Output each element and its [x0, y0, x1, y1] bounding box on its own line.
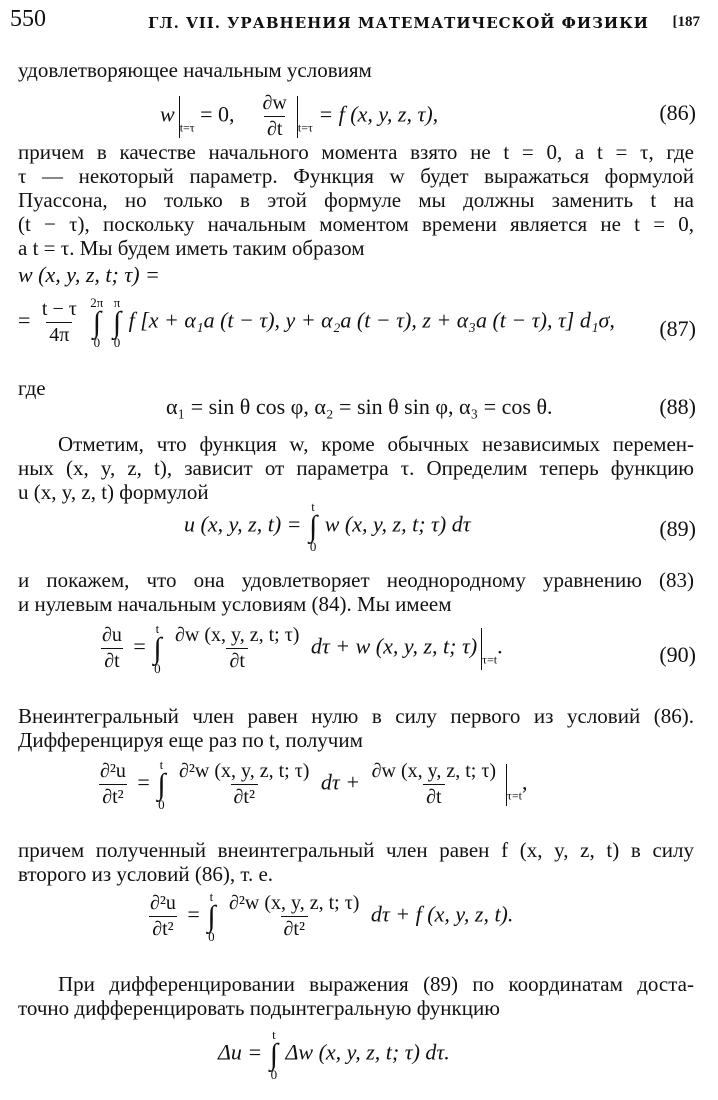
integral-sign: π ∫ 0: [112, 295, 122, 350]
equation-88: α₁ = sin θ cos φ, α₂ = sin θ sin φ, α₃ = cos θ.: [166, 394, 553, 419]
paragraph-line: u (x, y, z, t) формулой: [18, 480, 209, 504]
eq-term: = f (x, y, z, τ),: [318, 101, 439, 127]
equation-87-lhs: w (x, y, z, t; τ) =: [18, 262, 160, 287]
eq-term: w: [160, 101, 175, 127]
equation-number: (90): [659, 642, 696, 667]
paragraph-line: где: [18, 376, 46, 400]
fraction: $\frac{t - \tau}{4\pi}$: [41, 298, 77, 346]
equation-90: $\frac{\partial u}{\partial t}$ = t ∫ 0 $\frac{\partial w (x, y, z, t; \tau)}{\partial t}$ dτ + w (x, y, z, t; $\tau)_{\tau=t}$.: [96, 622, 636, 675]
integral-sign: t ∫ 0: [153, 621, 162, 676]
paragraph-line: а t = τ. Мы будем иметь таким образом: [18, 236, 365, 260]
page-number: 550: [10, 6, 46, 32]
fraction: $\frac{\partial w (x, y, z, t; \tau)}{\partial t}$: [175, 624, 300, 672]
equation-86: [160, 92, 640, 141]
paragraph-line: При дифференцировании выражения (89) по координатам доста-: [58, 972, 694, 996]
paragraph-line: второго из условий (86), т. е.: [18, 862, 274, 886]
paragraph-line: точно дифференцировать подынтегральную функцию: [18, 996, 500, 1020]
paragraph-line: причем полученный внеинтегральный член равен f (x, y, z, t) в силу: [18, 838, 694, 862]
fraction: $\frac{\text{∂²w (x, y, z, t; τ)}}{\text{∂t²}}$: [229, 892, 360, 940]
fraction: $\frac{\text{∂²w (x, y, z, t; τ)}}{\text{∂t²}}$: [179, 760, 310, 808]
eq-term: f [x + α₁a (t − τ), y + α₂a (t − τ), z + α₃a (t − τ), τ] d₁σ,: [128, 307, 615, 333]
fraction: $\frac{\partial w}{\partial t}$: [262, 92, 287, 140]
equation-93: Δu = t ∫ 0 Δw (x, y, z, t; τ) dτ.: [218, 1027, 450, 1082]
paragraph-line: Пуассона, но только в этой формуле мы должны заменить t на: [18, 188, 694, 212]
integral-sign: 2π ∫ 0: [90, 295, 104, 350]
eq-term: = 0,: [200, 101, 235, 127]
eq-subscript: t=τ: [179, 120, 195, 135]
fraction: $\frac{\partial w (x, y, z, t; \tau)}{\partial t}$: [371, 760, 497, 808]
integral-sign: t ∫ 0: [157, 757, 166, 812]
paragraph-line: Отметим, что функция w, кроме обычных независимых перемен-: [58, 432, 694, 456]
equation-89: u (x, y, z, t) = t ∫ 0 w (x, y, z, t; τ) dτ: [184, 499, 471, 554]
fraction: $\frac{\partial u}{\partial t}$: [102, 624, 122, 672]
equation-number: (88): [659, 394, 696, 419]
paragraph-line: Внеинтегральный член равен нулю в силу первого из условий (86).: [18, 704, 694, 728]
paragraph-line: (t − τ), поскольку начальным моментом времени является не t = 0,: [18, 212, 694, 236]
integral-sign: t ∫ 0: [269, 1027, 278, 1082]
integral-sign: t ∫ 0: [207, 889, 216, 944]
integral-sign: t ∫ 0: [309, 499, 318, 554]
equation-number: (89): [659, 516, 696, 541]
equation-number: (87): [659, 316, 696, 341]
paragraph-line: τ — некоторый параметр. Функция w будет выражаться формулой: [18, 164, 694, 188]
paragraph-line: и покажем, что она удовлетворяет неоднородному уравнению (83): [18, 568, 694, 592]
eq-subscript: t=τ: [297, 120, 313, 135]
equation-91: $\frac{\text{∂²u}}{\text{∂t²}}$ = t ∫ 0 $\frac{\text{∂²w (x, y, z, t; τ)}}{\text{∂t²}}$ dτ + $\frac{\partial w (x, y, z, t; \tau)}{\partial t}$ $_{\tau=t}$,: [94, 758, 694, 811]
section-number: [187: [672, 14, 700, 30]
equation-87: = $\frac{t - \tau}{4\pi}$ 2π ∫ 0 π ∫ 0 f [x + α₁a (t − τ), y + α₂a (t − τ), z + α₃a (t − τ), τ] d₁σ,: [18, 295, 615, 350]
fraction: $\frac{\text{∂²u}}{\text{∂t²}}$: [100, 760, 126, 808]
paragraph-line: причем в качестве начального момента взято не t = 0, а t = τ, где: [18, 140, 694, 164]
equation-92: $\frac{\text{∂²u}}{\text{∂t²}}$ = t ∫ 0 $\frac{\text{∂²w (x, y, z, t; τ)}}{\text{∂t²}}$ dτ + f (x, y, z, t).: [144, 890, 684, 943]
running-title: ГЛ. VII. УРАВНЕНИЯ МАТЕМАТИЧЕСКОЙ ФИЗИКИ: [148, 14, 649, 32]
paragraph: удовлетворяющее начальным условиям: [18, 58, 372, 82]
paragraph-line: и нулевым начальным условиям (84). Мы имеем: [18, 592, 452, 616]
paragraph-line: Дифференцируя еще раз по t, получим: [18, 728, 363, 752]
equation-number: (86): [659, 100, 696, 125]
fraction: $\frac{\text{∂²u}}{\text{∂t²}}$: [150, 892, 176, 940]
paragraph-line: ных (x, y, z, t), зависит от параметра τ. Определим теперь функцию: [18, 456, 694, 480]
